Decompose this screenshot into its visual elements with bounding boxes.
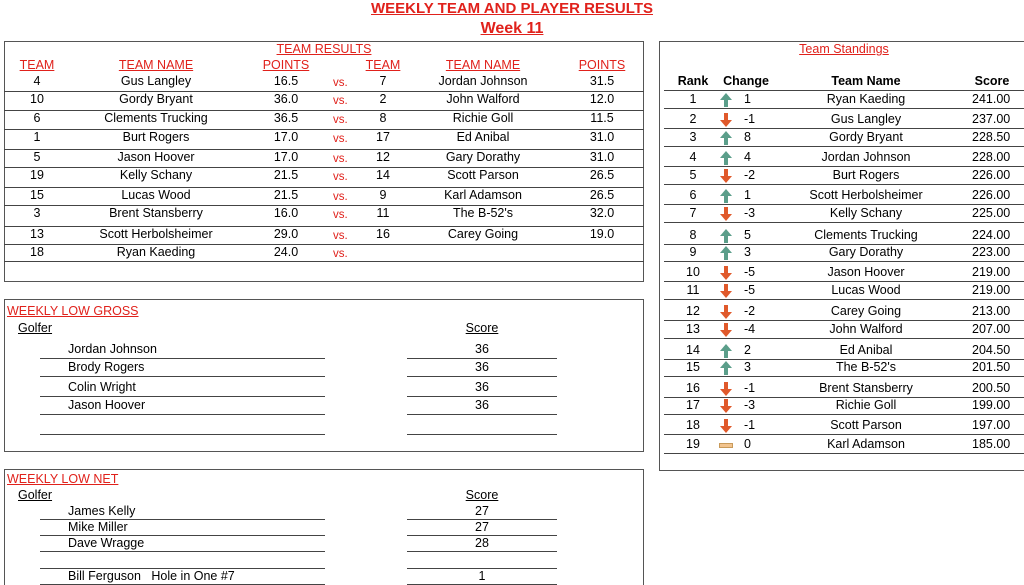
- arrow-down-icon: [719, 382, 733, 396]
- golfer-score: 27: [475, 520, 489, 534]
- team1-points: 17.0: [273, 150, 299, 164]
- score-underline: [407, 414, 557, 415]
- team1-points: 36.5: [273, 111, 299, 125]
- col-score: Score: [974, 74, 1010, 88]
- team1-number: 10: [30, 92, 44, 106]
- row-divider: [664, 261, 1024, 262]
- rank: 1: [689, 92, 697, 106]
- team1-points: 16.0: [273, 206, 299, 220]
- team1-points: 21.5: [273, 188, 299, 202]
- arrow-up-icon: [719, 344, 733, 358]
- team-score: 200.50: [972, 381, 1011, 395]
- golfer-name: Jason Hoover: [68, 398, 146, 412]
- change-value: -5: [744, 265, 756, 279]
- arrow-down-icon: [719, 305, 733, 319]
- team2-number: 2: [379, 92, 387, 106]
- vs-label: vs.: [333, 114, 348, 126]
- change-value: 1: [744, 188, 751, 202]
- team2-number: 8: [379, 111, 387, 125]
- flat-indicator-icon: [719, 443, 733, 448]
- name-underline: [40, 396, 325, 397]
- name-underline: [40, 434, 325, 435]
- team-results-title: TEAM RESULTS: [276, 42, 372, 56]
- arrow-down-icon: [719, 169, 733, 183]
- row-divider: [664, 184, 1024, 185]
- team-name: Richie Goll: [835, 398, 897, 412]
- rank: 12: [686, 304, 700, 318]
- change-value: 8: [744, 130, 751, 144]
- team-score: 219.00: [972, 283, 1011, 297]
- team-name: The B-52's: [835, 360, 897, 374]
- row-divider: [664, 281, 1024, 282]
- team2-name: Ed Anibal: [456, 130, 510, 144]
- score-underline: [407, 396, 557, 397]
- arrow-up-icon: [719, 189, 733, 203]
- arrow-down-icon: [719, 207, 733, 221]
- team1-number: 13: [30, 227, 44, 241]
- name-underline: [40, 551, 325, 552]
- arrow-up-icon: [719, 361, 733, 375]
- team1-points: 17.0: [273, 130, 299, 144]
- col-team-1: TEAM: [19, 58, 55, 72]
- team2-number: 17: [376, 130, 390, 144]
- low-gross-col-golfer: Golfer: [18, 321, 53, 335]
- vs-label: vs.: [333, 248, 348, 260]
- team2-number: 7: [379, 74, 387, 88]
- col-team-2: TEAM: [365, 58, 401, 72]
- row-divider: [664, 320, 1024, 321]
- rank: 3: [689, 130, 697, 144]
- team1-points: 16.5: [273, 74, 299, 88]
- change-value: 3: [744, 245, 751, 259]
- low-net-title: WEEKLY LOW NET: [7, 472, 119, 486]
- golfer-name: Bill Ferguson Hole in One #7: [68, 569, 235, 583]
- golfer-score: 27: [475, 504, 489, 518]
- score-underline: [407, 551, 557, 552]
- rank: 8: [689, 228, 697, 242]
- team-score: 207.00: [972, 322, 1011, 336]
- change-value: 1: [744, 92, 751, 106]
- team-score: 225.00: [972, 206, 1011, 220]
- team-name: Ed Anibal: [839, 343, 893, 357]
- team-score: 213.00: [972, 304, 1011, 318]
- arrow-down-icon: [719, 266, 733, 280]
- rank: 2: [689, 112, 697, 126]
- change-value: -5: [744, 283, 756, 297]
- team-name: Lucas Wood: [831, 283, 901, 297]
- team1-number: 15: [30, 188, 44, 202]
- name-underline: [40, 358, 325, 359]
- change-value: 5: [744, 228, 751, 242]
- change-value: 4: [744, 150, 751, 164]
- team2-number: 14: [376, 168, 390, 182]
- team2-number: 9: [379, 188, 387, 202]
- team-score: 219.00: [972, 265, 1011, 279]
- team-score: 226.00: [972, 168, 1011, 182]
- row-divider: [664, 166, 1024, 167]
- team2-number: 11: [376, 206, 390, 220]
- team-name: Scott Herbolsheimer: [809, 188, 923, 202]
- team-score: 228.50: [972, 130, 1011, 144]
- golfer-score: 36: [475, 380, 489, 394]
- team-score: 185.00: [972, 437, 1011, 451]
- team2-points: 26.5: [589, 168, 615, 182]
- team2-points: 32.0: [589, 206, 615, 220]
- team2-points: 12.0: [589, 92, 615, 106]
- team-score: 241.00: [972, 92, 1011, 106]
- golfer-name: Mike Miller: [68, 520, 128, 534]
- week-label: Week 11: [480, 20, 544, 37]
- rank: 19: [686, 437, 700, 451]
- rank: 5: [689, 168, 697, 182]
- col-change: Change: [723, 74, 769, 88]
- team1-number: 6: [33, 111, 41, 125]
- row-divider: [664, 204, 1024, 205]
- arrow-up-icon: [719, 151, 733, 165]
- team1-number: 3: [33, 206, 41, 220]
- team2-number: 12: [376, 150, 390, 164]
- col-points-1: POINTS: [262, 58, 310, 72]
- vs-label: vs.: [333, 95, 348, 107]
- team-name: Scott Parson: [830, 418, 902, 432]
- team2-name: Karl Adamson: [444, 188, 522, 202]
- team-score: 197.00: [972, 418, 1011, 432]
- team1-number: 1: [33, 130, 41, 144]
- golfer-name: Jordan Johnson: [68, 342, 157, 356]
- low-net-col-golfer: Golfer: [18, 488, 53, 502]
- vs-label: vs.: [333, 153, 348, 165]
- team-score: 226.00: [972, 188, 1011, 202]
- team-name: Karl Adamson: [827, 437, 905, 451]
- rank: 9: [689, 245, 697, 259]
- rank: 15: [686, 360, 700, 374]
- team1-points: 36.0: [273, 92, 299, 106]
- change-value: 2: [744, 343, 751, 357]
- rank: 13: [686, 322, 700, 336]
- team-name: Gary Dorathy: [828, 245, 904, 259]
- team1-name: Ryan Kaeding: [116, 245, 196, 259]
- vs-label: vs.: [333, 230, 348, 242]
- name-underline: [40, 414, 325, 415]
- team1-name: Clements Trucking: [104, 111, 208, 125]
- team1-name: Brent Stansberry: [109, 206, 203, 220]
- low-gross-col-score: Score: [465, 321, 499, 335]
- arrow-down-icon: [719, 113, 733, 127]
- team1-name: Gus Langley: [120, 74, 192, 88]
- team1-number: 5: [33, 150, 41, 164]
- rank: 4: [689, 150, 697, 164]
- arrow-up-icon: [719, 246, 733, 260]
- low-gross-title: WEEKLY LOW GROSS: [7, 304, 139, 318]
- name-underline: [40, 376, 325, 377]
- rank: 7: [689, 206, 697, 220]
- change-value: -1: [744, 418, 756, 432]
- team1-name: Gordy Bryant: [119, 92, 193, 106]
- row-divider: [664, 108, 1024, 109]
- team2-points: 11.5: [590, 111, 614, 125]
- team2-points: 31.5: [589, 74, 615, 88]
- col-team-name-1: TEAM NAME: [118, 58, 194, 72]
- change-value: -3: [744, 398, 756, 412]
- vs-label: vs.: [333, 77, 348, 89]
- team2-name: The B-52's: [452, 206, 514, 220]
- team-name: Clements Trucking: [814, 228, 918, 242]
- team-name: Jordan Johnson: [821, 150, 911, 164]
- golfer-name: James Kelly: [68, 504, 136, 518]
- change-value: -2: [744, 304, 756, 318]
- team-name: Kelly Schany: [829, 206, 903, 220]
- team1-name: Kelly Schany: [119, 168, 193, 182]
- team2-name: Jordan Johnson: [438, 74, 528, 88]
- team1-name: Lucas Wood: [121, 188, 191, 202]
- team-score: 237.00: [972, 112, 1011, 126]
- row-divider: [664, 414, 1024, 415]
- change-value: -2: [744, 168, 756, 182]
- team2-name: Gary Dorathy: [445, 150, 521, 164]
- arrow-down-icon: [719, 284, 733, 298]
- vs-label: vs.: [333, 209, 348, 221]
- rank: 17: [686, 398, 700, 412]
- team1-points: 24.0: [273, 245, 299, 259]
- vs-label: vs.: [333, 133, 348, 145]
- team-score: 228.00: [972, 150, 1011, 164]
- row-divider: [4, 261, 644, 262]
- score-underline: [407, 376, 557, 377]
- team-name: Brent Stansberry: [819, 381, 913, 395]
- rank: 18: [686, 418, 700, 432]
- row-divider: [664, 299, 1024, 300]
- col-team-name: Team Name: [831, 74, 901, 88]
- score-underline: [407, 358, 557, 359]
- team2-number: 16: [376, 227, 390, 241]
- golfer-name: Brody Rogers: [68, 360, 145, 374]
- change-value: -4: [744, 322, 756, 336]
- arrow-up-icon: [719, 93, 733, 107]
- row-divider: [664, 376, 1024, 377]
- low-net-col-score: Score: [465, 488, 499, 502]
- team2-name: John Walford: [446, 92, 520, 106]
- row-divider: [664, 338, 1024, 339]
- rank: 14: [686, 343, 700, 357]
- team2-name: Carey Going: [447, 227, 519, 241]
- golfer-score: 28: [475, 536, 489, 550]
- vs-label: vs.: [333, 191, 348, 203]
- team-score: 223.00: [972, 245, 1011, 259]
- change-value: -1: [744, 381, 756, 395]
- team-score: 199.00: [972, 398, 1011, 412]
- team1-name: Burt Rogers: [122, 130, 190, 144]
- team-score: 224.00: [972, 228, 1011, 242]
- score-underline: [407, 434, 557, 435]
- vs-label: vs.: [333, 171, 348, 183]
- arrow-down-icon: [719, 419, 733, 433]
- change-value: -1: [744, 112, 756, 126]
- team-name: Gordy Bryant: [829, 130, 903, 144]
- team1-points: 29.0: [273, 227, 299, 241]
- row-divider: [664, 453, 1024, 454]
- team1-number: 19: [30, 168, 44, 182]
- team1-points: 21.5: [273, 168, 299, 182]
- col-team-name-2: TEAM NAME: [445, 58, 521, 72]
- team-name: John Walford: [829, 322, 903, 336]
- team1-number: 4: [33, 74, 41, 88]
- team-score: 201.50: [972, 360, 1011, 374]
- golfer-name: Dave Wragge: [68, 536, 145, 550]
- rank: 6: [689, 188, 697, 202]
- golfer-name: Colin Wright: [68, 380, 136, 394]
- arrow-up-icon: [719, 229, 733, 243]
- team2-name: Scott Parson: [447, 168, 519, 182]
- rank: 11: [686, 283, 700, 297]
- team-name: Jason Hoover: [827, 265, 905, 279]
- team2-points: 31.0: [589, 130, 615, 144]
- arrow-down-icon: [719, 399, 733, 413]
- row-divider: [664, 128, 1024, 129]
- team2-points: 26.5: [589, 188, 615, 202]
- rank: 10: [686, 265, 700, 279]
- arrow-up-icon: [719, 131, 733, 145]
- row-divider: [664, 222, 1024, 223]
- change-value: 3: [744, 360, 751, 374]
- team-name: Carey Going: [830, 304, 902, 318]
- row-divider: [664, 434, 1024, 435]
- golfer-score: 36: [475, 360, 489, 374]
- row-divider: [664, 146, 1024, 147]
- team-name: Burt Rogers: [832, 168, 900, 182]
- team1-number: 18: [30, 245, 44, 259]
- page-title: WEEKLY TEAM AND PLAYER RESULTS: [371, 0, 653, 17]
- change-value: 0: [744, 437, 751, 451]
- col-rank: Rank: [677, 74, 709, 88]
- golfer-score: 1: [478, 569, 486, 583]
- team1-name: Scott Herbolsheimer: [99, 227, 213, 241]
- team2-points: 31.0: [589, 150, 615, 164]
- standings-title: Team Standings: [799, 42, 889, 56]
- change-value: -3: [744, 206, 756, 220]
- team-name: Gus Langley: [830, 112, 902, 126]
- team-name: Ryan Kaeding: [826, 92, 906, 106]
- rank: 16: [686, 381, 700, 395]
- team2-name: Richie Goll: [452, 111, 514, 125]
- team1-name: Jason Hoover: [117, 150, 195, 164]
- team2-points: 19.0: [589, 227, 615, 241]
- golfer-score: 36: [475, 342, 489, 356]
- col-points-2: POINTS: [578, 58, 626, 72]
- team-score: 204.50: [972, 343, 1011, 357]
- golfer-score: 36: [475, 398, 489, 412]
- arrow-down-icon: [719, 323, 733, 337]
- header-divider: [664, 90, 1024, 91]
